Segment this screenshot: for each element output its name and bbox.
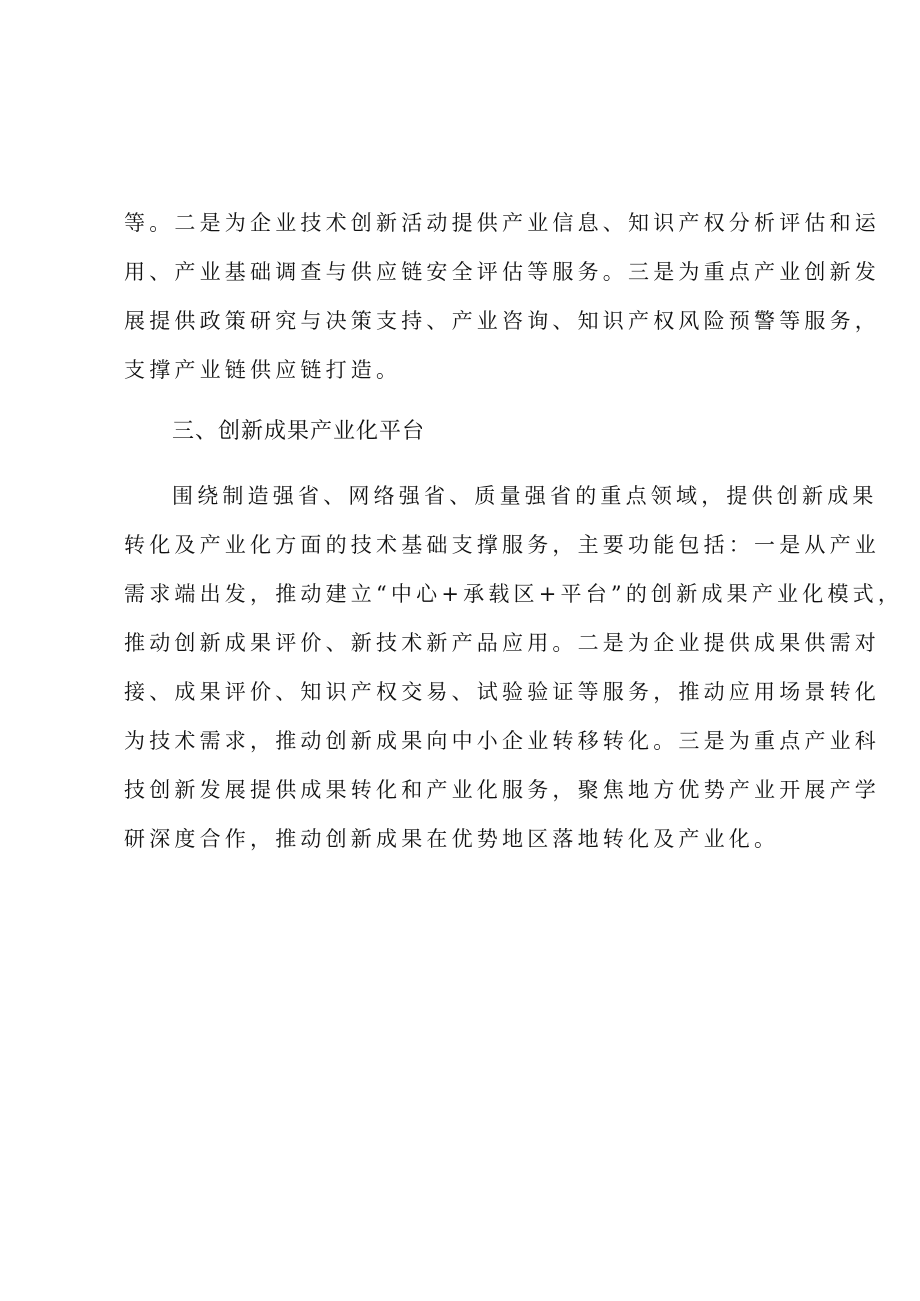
paragraph-line: 接、成果评价、知识产权交易、试验验证等服务，推动应用场景转化 [124,680,880,704]
paragraph-line: 转化及产业化方面的技术基础支撑服务，主要功能包括：一是从产业 [124,533,880,557]
section-heading: 三、创新成果产业化平台 [172,419,426,444]
paragraph-line: 展提供政策研究与决策支持、产业咨询、知识产权风险预警等服务， [124,309,880,333]
paragraph-line: 等。二是为企业技术创新活动提供产业信息、知识产权分析评估和运 [124,211,880,235]
paragraph-line: 支撑产业链供应链打造。 [124,358,402,382]
paragraph-line: 需求端出发，推动建立“中心+承载区+平台”的创新成果产业化模式， [124,582,904,606]
paragraph-line: 为技术需求，推动创新成果向中小企业转移转化。三是为重点产业科 [124,729,880,753]
paragraph-line: 用、产业基础调查与供应链安全评估等服务。三是为重点产业创新发 [124,260,880,284]
paragraph-line: 推动创新成果评价、新技术新产品应用。二是为企业提供成果供需对 [124,631,880,655]
paragraph-line: 研深度合作，推动创新成果在优势地区落地转化及产业化。 [124,827,780,851]
paragraph-line: 围绕制造强省、网络强省、质量强省的重点领域，提供创新成果 [172,484,878,508]
paragraph-line: 技创新发展提供成果转化和产业化服务，聚焦地方优势产业开展产学 [124,778,880,802]
